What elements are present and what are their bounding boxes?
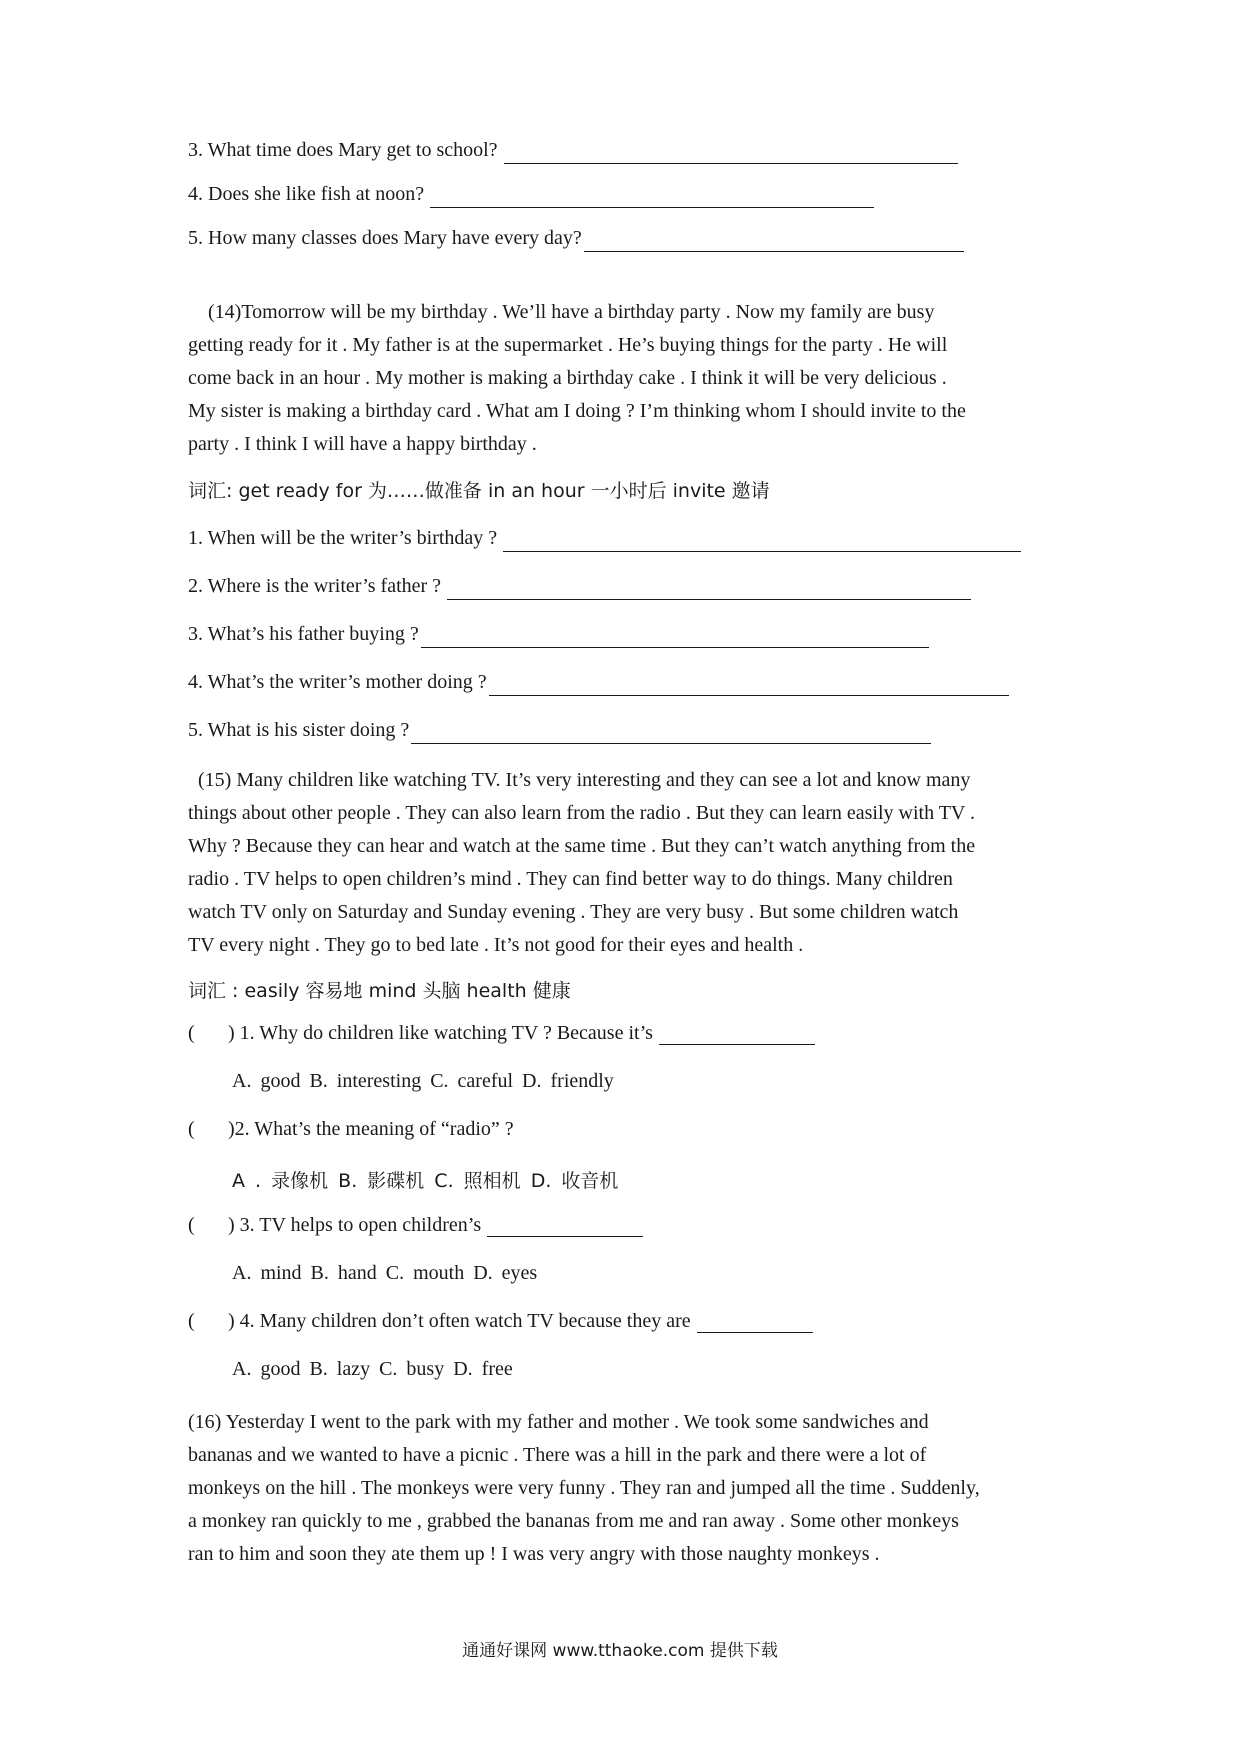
vocab-14: 词汇: get ready for 为……做准备 in an hour 一小时后 invite 邀请	[188, 480, 770, 502]
mc-options-15-2: A . 录像机 B. 影碟机 C. 照相机 D. 收音机	[232, 1170, 619, 1192]
passage-line: watch TV only on Saturday and Sunday evening . They are very busy . But some children watch	[188, 901, 959, 923]
passage-line: monkeys on the hill . The monkeys were very funny . They ran and jumped all the time . Suddenly,	[188, 1477, 980, 1499]
answer-blank[interactable]	[697, 1312, 813, 1333]
question-13-5	[188, 224, 964, 252]
question-text: 2. Where is the writer’s father ?	[188, 575, 442, 597]
passage-line: TV every night . They go to bed late . It’s not good for their eyes and health .	[188, 934, 804, 956]
answer-bracket[interactable]: (	[188, 1118, 195, 1140]
question-14-2	[188, 572, 971, 600]
mc-question-15-4	[188, 1310, 813, 1333]
passage-line: getting ready for it . My father is at the supermarket . He’s buying things for the party . He will	[188, 334, 948, 356]
answer-blank[interactable]	[584, 231, 964, 252]
mc-question-15-1	[188, 1022, 815, 1045]
passage-14	[188, 296, 1058, 461]
question-14-1	[188, 524, 1021, 552]
answer-bracket[interactable]: (	[188, 1022, 195, 1044]
question-14-4	[188, 668, 1009, 696]
answer-blank[interactable]	[504, 143, 958, 164]
mc-options-15-1: A. good B. interesting C. careful D. friendly	[232, 1070, 614, 1092]
mc-question-15-2	[188, 1118, 514, 1141]
answer-blank[interactable]	[447, 579, 971, 600]
answer-blank[interactable]	[659, 1024, 815, 1045]
passage-15	[188, 764, 1058, 962]
answer-blank[interactable]	[503, 531, 1021, 552]
question-text: 5. What is his sister doing ?	[188, 719, 410, 741]
question-text: ) 3. TV helps to open children’s	[228, 1214, 482, 1236]
answer-blank[interactable]	[411, 723, 931, 744]
passage-line: bananas and we wanted to have a picnic . There was a hill in the park and there were a lot of	[188, 1444, 927, 1466]
passage-line: party . I think I will have a happy birthday .	[188, 433, 537, 455]
question-text: 3. What time does Mary get to school?	[188, 139, 498, 161]
mc-options-15-4: A. good B. lazy C. busy D. free	[232, 1358, 513, 1380]
passage-line: ran to him and soon they ate them up ! I was very angry with those naughty monkeys .	[188, 1543, 880, 1565]
answer-blank[interactable]	[489, 675, 1009, 696]
answer-blank[interactable]	[487, 1216, 643, 1237]
question-14-3	[188, 620, 929, 648]
question-text: ) 4. Many children don’t often watch TV because they are	[228, 1310, 691, 1332]
question-13-4	[188, 180, 874, 208]
answer-bracket[interactable]: (	[188, 1310, 195, 1332]
question-text: 1. When will be the writer’s birthday ?	[188, 527, 498, 549]
passage-line: a monkey ran quickly to me , grabbed the bananas from me and ran away . Some other monkeys	[188, 1510, 959, 1532]
question-13-3	[188, 136, 958, 164]
question-text: 5. How many classes does Mary have every day?	[188, 227, 582, 249]
page-footer: 通通好课网 www.tthaoke.com 提供下载	[462, 1641, 778, 1661]
question-text: 3. What’s his father buying ?	[188, 623, 419, 645]
mc-question-15-3	[188, 1214, 643, 1237]
passage-line: (16) Yesterday I went to the park with my father and mother . We took some sandwiches and	[188, 1411, 929, 1433]
question-text: ) 1. Why do children like watching TV ? Because it’s	[228, 1022, 653, 1044]
answer-bracket[interactable]: (	[188, 1214, 195, 1236]
passage-line: things about other people . They can also learn from the radio . But they can learn easily with TV .	[188, 802, 976, 824]
answer-blank[interactable]	[421, 627, 929, 648]
passage-line: (15) Many children like watching TV. It’s very interesting and they can see a lot and know many	[198, 769, 971, 791]
question-text: 4. Does she like fish at noon?	[188, 183, 425, 205]
passage-line: (14)Tomorrow will be my birthday . We’ll have a birthday party . Now my family are busy	[208, 301, 935, 323]
passage-line: My sister is making a birthday card . What am I doing ? I’m thinking whom I should invite to the	[188, 400, 966, 422]
passage-16	[188, 1406, 1058, 1571]
passage-line: Why ? Because they can hear and watch at the same time . But they can’t watch anything from the	[188, 835, 976, 857]
question-text: 4. What’s the writer’s mother doing ?	[188, 671, 487, 693]
passage-line: come back in an hour . My mother is making a birthday cake . I think it will be very delicious .	[188, 367, 947, 389]
passage-line: radio . TV helps to open children’s mind . They can find better way to do things. Many children	[188, 868, 953, 890]
answer-blank[interactable]	[430, 187, 874, 208]
question-text: )2. What’s the meaning of “radio” ?	[228, 1118, 514, 1140]
vocab-15: 词汇 : easily 容易地 mind 头脑 health 健康	[188, 980, 571, 1002]
mc-options-15-3: A. mind B. hand C. mouth D. eyes	[232, 1262, 538, 1284]
question-14-5	[188, 716, 931, 744]
